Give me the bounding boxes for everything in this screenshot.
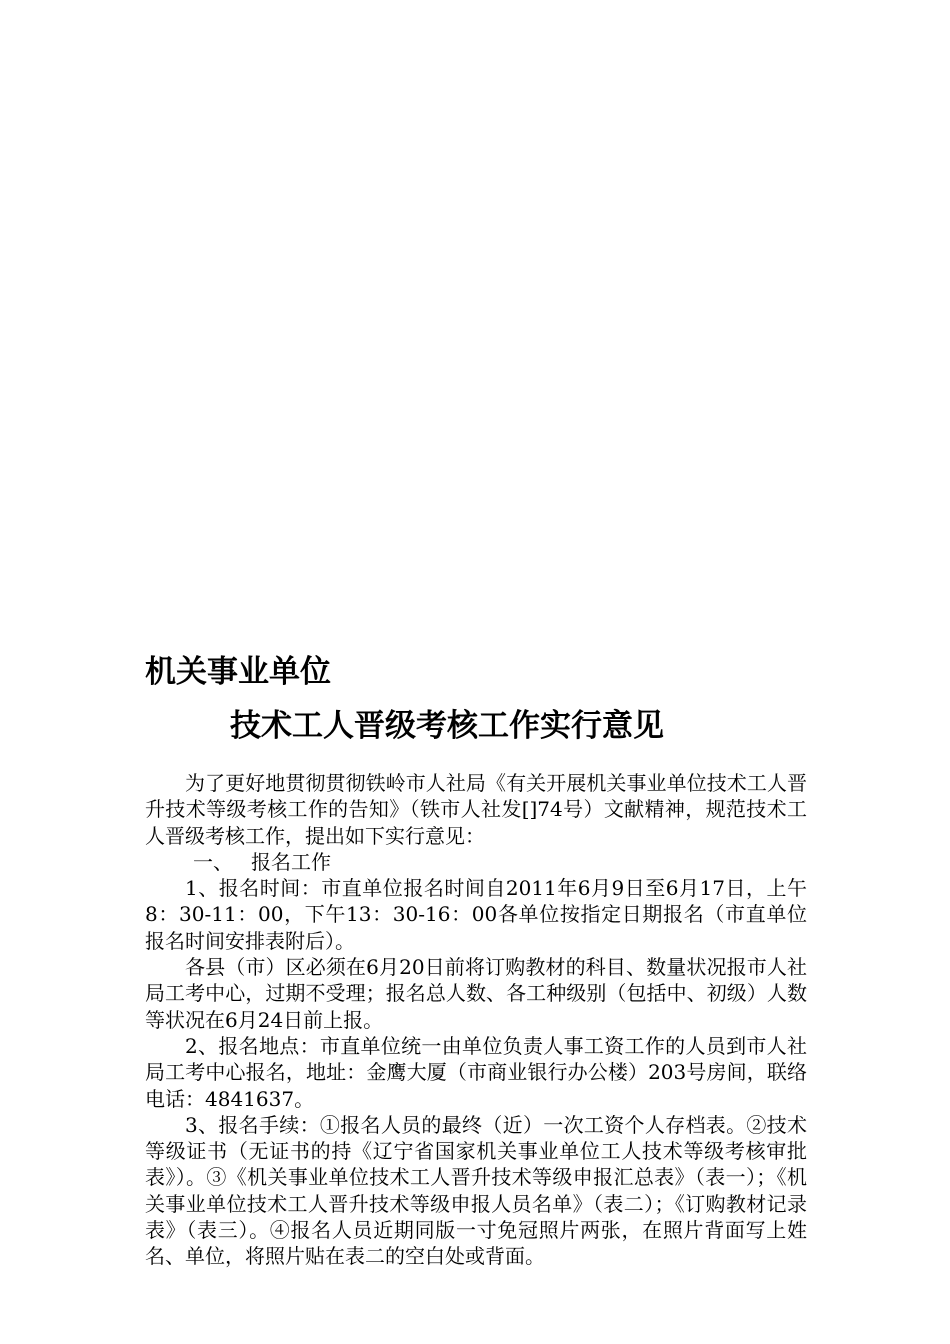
paragraph-registration-procedure: 3、报名手续：①报名人员的最终（近）一次工资个人存档表。②技术等级证书（无证书的持《辽宁省国家机关事业单位工人技术等级考核审批表》）。③《机关事业单位技术工人晋升技术等级申报汇总表》（表一）；《机关事业单位技术工人晋升技术等级申报人员名单》（表二）；《订购教材记录表》（表三）。④报名人员近期同版一寸免冠照片两张，在照片背面写上姓名、单位，将照片贴在表二的空白处或背面。 xyxy=(145,1112,807,1269)
section-title: 报名工作 xyxy=(251,849,331,874)
document-title-line1: 机关事业单位 xyxy=(145,654,331,690)
paragraph-county-deadline: 各县（市）区必须在6月20日前将订购教材的科目、数量状况报市人社局工考中心，过期不受理；报名总人数、各工种级别（包括中、初级）人数等状况在6月24日前上报。 xyxy=(145,955,807,1032)
section-heading xyxy=(145,849,807,875)
section-number: 一、 xyxy=(193,849,233,874)
document-title-line2: 技术工人晋级考核工作实行意见 xyxy=(230,708,664,744)
paragraph-registration-time: 1、报名时间：市直单位报名时间自2011年6月9日至6月17日，上午8：30-11：00，下午13：30-16：00各单位按指定日期报名（市直单位报名时间安排表附后）。 xyxy=(145,876,807,953)
paragraph-registration-location: 2、报名地点：市直单位统一由单位负责人事工资工作的人员到市人社局工考中心报名，地址：金鹰大厦（市商业银行办公楼）203号房间，联络电话：4841637。 xyxy=(145,1033,807,1111)
intro-paragraph: 为了更好地贯彻贯彻铁岭市人社局《有关开展机关事业单位技术工人晋升技术等级考核工作的告知》（铁市人社发[]74号）文献精神，规范技术工人晋级考核工作，提出如下实行意见： xyxy=(145,771,807,848)
document-body xyxy=(145,770,807,1270)
